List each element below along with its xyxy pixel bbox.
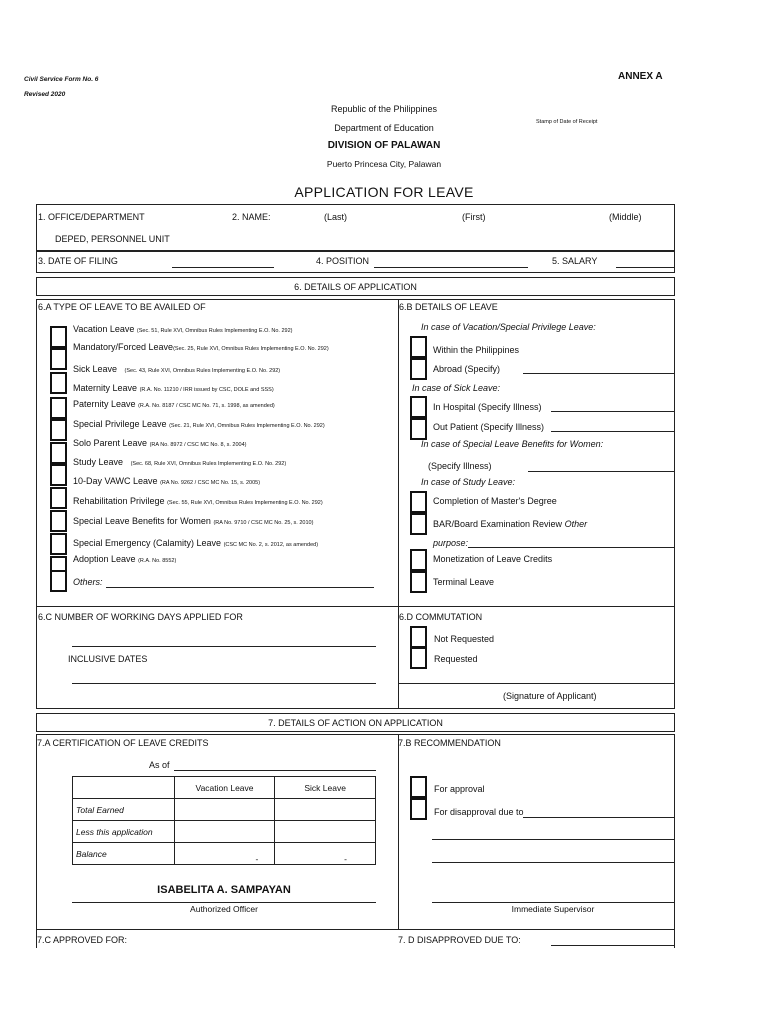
credit-cell[interactable]: [174, 821, 275, 843]
annex-label: ANNEX A: [618, 71, 663, 82]
leave-type-name: Rehabilitation Privilege: [73, 496, 165, 506]
leave-type-sick: [73, 364, 280, 374]
recommendation-title: 7.B RECOMMENDATION: [398, 738, 501, 748]
office-value[interactable]: DEPED, PERSONNEL UNIT: [55, 234, 170, 244]
purpose-label: purpose:: [433, 538, 469, 548]
leave-type-mandatory: [73, 342, 329, 352]
row-label: Total Earned: [73, 799, 175, 821]
abroad-line[interactable]: [523, 373, 674, 374]
salary-label: 5. SALARY: [552, 256, 598, 266]
bottom-left-border: [36, 930, 37, 948]
leave-type-checkbox[interactable]: [50, 419, 67, 441]
leave-type-name: Special Privilege Leave: [73, 419, 167, 429]
leave-type-name: Mandatory/Forced Leave: [73, 342, 174, 352]
leave-type-ref: (Sec. 21, Rule XVI, Omnibus Rules Implementing E.O. No. 292): [169, 423, 325, 429]
office-label: 1. OFFICE/DEPARTMENT: [38, 212, 145, 222]
leave-type-checkbox[interactable]: [50, 533, 67, 555]
name-label: 2. NAME:: [232, 212, 271, 222]
salary-line[interactable]: [616, 267, 674, 268]
for-approval-checkbox[interactable]: [410, 776, 427, 798]
leave-credits-title: 7.A CERTIFICATION OF LEAVE CREDITS: [37, 738, 209, 748]
leave-type-checkbox[interactable]: [50, 397, 67, 419]
row-label: Balance: [73, 843, 175, 865]
leave-type-ref: (RA No. 8972 / CSC MC No. 8, s. 2004): [149, 442, 247, 448]
leave-type-title: 6.A TYPE OF LEAVE TO BE AVAILED OF: [38, 302, 206, 312]
specify-illness-label: (Specify Illness): [428, 461, 492, 471]
credit-cell[interactable]: [275, 799, 376, 821]
leave-type-ref: (RA No. 9262 / CSC MC No. 15, s. 2005): [160, 480, 261, 486]
monetization-label: Monetization of Leave Credits: [433, 554, 553, 564]
stamp-label: Stamp of Date of Receipt: [536, 119, 598, 125]
leave-type-ref: (Sec. 51, Rule XVI, Omnibus Rules Implementing E.O. No. 292): [136, 328, 293, 334]
leave-type-ref: (CSC MC No. 2, s. 2012, as amended): [223, 542, 319, 548]
leave-type-checkbox[interactable]: [50, 348, 67, 370]
section-6-title: 6. DETAILS OF APPLICATION: [294, 282, 417, 292]
purpose-line[interactable]: [468, 547, 674, 548]
leave-type-checkbox[interactable]: [50, 510, 67, 532]
leave-credits-table: [72, 776, 376, 865]
leave-type-ref: (Sec. 25, Rule XVI, Omnibus Rules Implementing E.O. No. 292): [173, 346, 329, 352]
leave-type-checkbox[interactable]: [50, 442, 67, 464]
in-hospital-checkbox[interactable]: [410, 396, 427, 418]
leave-type-study: [73, 457, 286, 467]
abroad-checkbox[interactable]: [410, 358, 427, 380]
position-label: 4. POSITION: [316, 256, 370, 266]
leave-type-name: Maternity Leave: [73, 383, 138, 393]
leave-type-special-privilege: [73, 419, 325, 429]
form-revision: Revised 2020: [24, 91, 66, 98]
authorized-officer-title: Authorized Officer: [190, 904, 258, 914]
middle-name-label: (Middle): [609, 212, 642, 222]
disapproval-line[interactable]: [432, 862, 674, 863]
republic-label: Republic of the Philippines: [330, 104, 438, 114]
city-label: Puerto Princesa City, Palawan: [326, 159, 442, 169]
leave-type-ref: (Sec. 68, Rule XVI, Omnibus Rules Implementing E.O. No. 292): [130, 461, 287, 467]
disapproved-due-label: 7. D DISAPPROVED DUE TO:: [398, 935, 521, 945]
leave-type-ref: (RA No. 9710 / CSC MC No. 25, s. 2010): [213, 520, 314, 526]
disapproval-line[interactable]: [432, 839, 674, 840]
leave-type-solo-parent: [73, 438, 246, 448]
women-case-heading: In case of Special Leave Benefits for Women:: [421, 439, 604, 449]
leave-type-name: Solo Parent Leave: [73, 438, 148, 448]
leave-type-adoption: [73, 554, 176, 564]
within-philippines-label: Within the Philippines: [433, 345, 520, 355]
vacation-case-heading: In case of Vacation/Special Privilege Leave:: [421, 322, 596, 332]
not-requested-label: Not Requested: [434, 634, 495, 644]
as-of-label: As of: [149, 760, 170, 770]
in-hospital-line[interactable]: [551, 411, 674, 412]
supervisor-label: Immediate Supervisor: [511, 904, 595, 914]
officer-signature-line: [72, 902, 376, 903]
sick-case-heading: In case of Sick Leave:: [412, 383, 501, 393]
not-requested-checkbox[interactable]: [410, 626, 427, 648]
leave-type-paternity: [73, 399, 275, 409]
leave-type-checkbox[interactable]: [50, 372, 67, 394]
leave-type-vacation: [73, 324, 293, 334]
as-of-line[interactable]: [174, 770, 376, 771]
section-6-divider: [398, 299, 399, 709]
position-line[interactable]: [374, 267, 528, 268]
terminal-leave-checkbox[interactable]: [410, 571, 427, 593]
for-disapproval-checkbox[interactable]: [410, 798, 427, 820]
bottom-right-border: [674, 930, 675, 948]
requested-label: Requested: [434, 654, 478, 664]
form-number: Civil Service Form No. 6: [24, 76, 99, 83]
leave-type-ref: (R.A. No. 8187 / CSC MC No. 71, s. 1998, as amended): [138, 403, 275, 409]
other-purpose-text: Other: [564, 519, 588, 529]
leave-type-name: Special Emergency (Calamity) Leave: [73, 538, 222, 548]
disapproved-due-line[interactable]: [551, 945, 674, 946]
leave-type-name: Study Leave: [73, 457, 124, 467]
leave-type-checkbox[interactable]: [50, 570, 67, 592]
leave-type-name: Sick Leave: [73, 364, 118, 374]
leave-type-ref: (R.A. No. 11210 / IRR issued by CSC, DOLE and SSS): [139, 387, 274, 393]
column-header: Vacation Leave: [174, 777, 275, 799]
study-case-heading: In case of Study Leave:: [421, 477, 516, 487]
masters-checkbox[interactable]: [410, 491, 427, 513]
first-name-label: (First): [462, 212, 486, 222]
requested-checkbox[interactable]: [410, 647, 427, 669]
header-corner-cell: [73, 777, 175, 799]
authorized-officer-name: ISABELITA A. SAMPAYAN: [157, 884, 291, 896]
credit-cell[interactable]: -: [174, 843, 275, 865]
date-filing-line[interactable]: [172, 267, 274, 268]
for-approval-label: For approval: [434, 784, 485, 794]
leave-type-name: Adoption Leave: [73, 554, 136, 564]
credit-cell[interactable]: [174, 799, 275, 821]
section-7-divider: [398, 734, 399, 930]
leave-type-name: Special Leave Benefits for Women: [73, 516, 211, 526]
monetization-checkbox[interactable]: [410, 549, 427, 571]
specify-illness-line[interactable]: [528, 471, 674, 472]
bar-review-checkbox[interactable]: [410, 513, 427, 535]
leave-type-rehabilitation: [73, 496, 323, 506]
terminal-leave-label: Terminal Leave: [433, 577, 495, 587]
leave-type-checkbox[interactable]: [50, 464, 67, 486]
leave-type-name: Vacation Leave: [73, 324, 135, 334]
date-filing-label: 3. DATE OF FILING: [38, 256, 118, 266]
signature-line[interactable]: [398, 683, 675, 684]
division-label: DIVISION OF PALAWAN: [327, 140, 441, 151]
bar-review-text: BAR/Board Examination Review: [433, 519, 563, 529]
working-days-line[interactable]: [72, 646, 376, 647]
out-patient-label: Out Patient (Specify Illness): [433, 422, 545, 432]
credit-cell[interactable]: [275, 821, 376, 843]
others-label: Others:: [73, 577, 103, 587]
within-philippines-checkbox[interactable]: [410, 336, 427, 358]
approved-for-label: 7.C APPROVED FOR:: [37, 935, 128, 945]
form-title: APPLICATION FOR LEAVE: [294, 184, 474, 200]
leave-type-ref: (Sec. 55, Rule XVI, Omnibus Rules Implementing E.O. No. 292): [167, 500, 323, 506]
leave-type-checkbox[interactable]: [50, 487, 67, 509]
masters-label: Completion of Master's Degree: [433, 496, 557, 506]
department-label: Department of Education: [334, 123, 434, 133]
leave-type-name: 10-Day VAWC Leave: [73, 476, 158, 486]
inclusive-dates-label: INCLUSIVE DATES: [68, 654, 148, 664]
section-7-title: 7. DETAILS OF ACTION ON APPLICATION: [268, 718, 443, 728]
last-name-label: (Last): [324, 212, 348, 222]
out-patient-checkbox[interactable]: [410, 418, 427, 440]
bar-review-label: [433, 519, 587, 529]
section-6-mid-line: [36, 606, 675, 607]
leave-type-vawc: [73, 476, 260, 486]
leave-type-ref: (Sec. 43, Rule XVI, Omnibus Rules Implementing E.O. No. 292): [124, 368, 281, 374]
leave-type-maternity: [73, 383, 274, 393]
out-patient-line[interactable]: [551, 431, 674, 432]
leave-type-ref: (R.A. No. 8552): [138, 558, 177, 564]
signature-applicant-label: (Signature of Applicant): [503, 691, 597, 701]
row-label: Less this application: [73, 821, 175, 843]
leave-type-women: [73, 516, 313, 526]
in-hospital-label: In Hospital (Specify Illness): [433, 402, 542, 412]
leave-type-emergency: [73, 538, 318, 548]
others-line[interactable]: [106, 587, 374, 588]
abroad-label: Abroad (Specify): [433, 364, 501, 374]
leave-details-title: 6.B DETAILS OF LEAVE: [399, 302, 498, 312]
column-header: Sick Leave: [275, 777, 376, 799]
leave-type-checkbox[interactable]: [50, 326, 67, 348]
inclusive-dates-line[interactable]: [72, 683, 376, 684]
commutation-title: 6.D COMMUTATION: [399, 612, 483, 622]
credit-cell[interactable]: -: [275, 843, 376, 865]
working-days-title: 6.C NUMBER OF WORKING DAYS APPLIED FOR: [38, 612, 243, 622]
for-disapproval-label: For disapproval due to: [434, 807, 524, 817]
disapproval-line[interactable]: [523, 817, 674, 818]
supervisor-signature-line[interactable]: [432, 902, 674, 903]
leave-type-name: Paternity Leave: [73, 399, 136, 409]
